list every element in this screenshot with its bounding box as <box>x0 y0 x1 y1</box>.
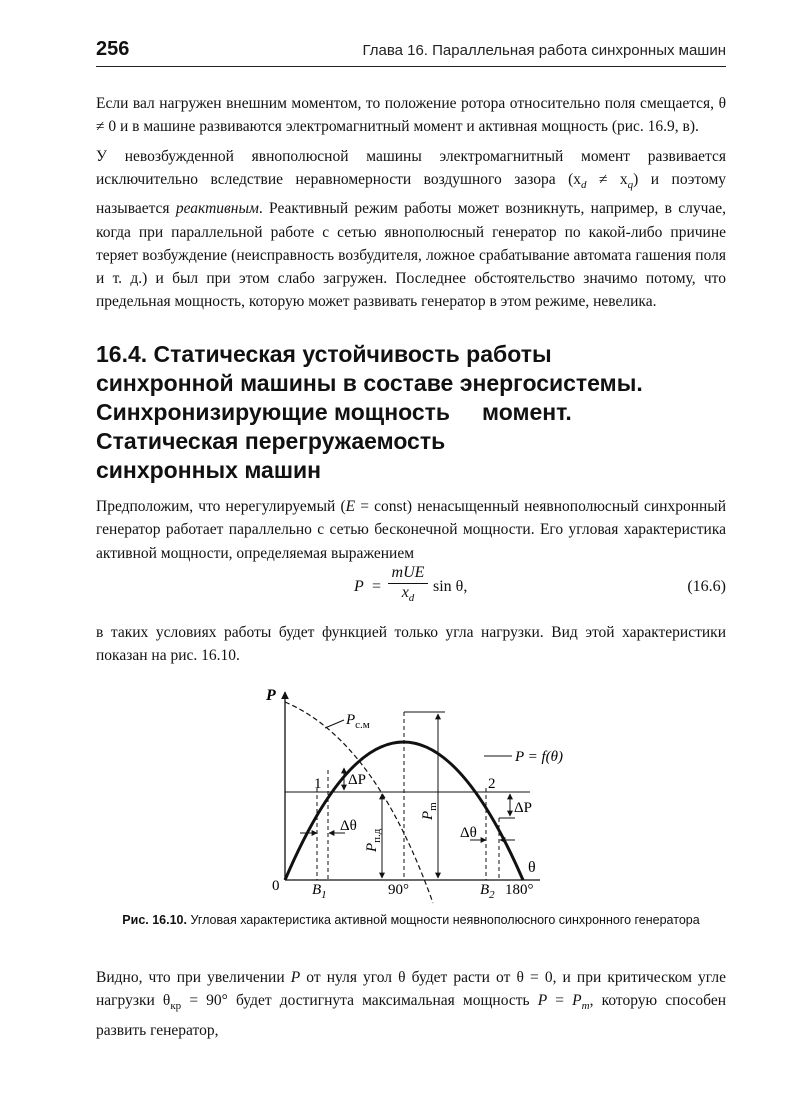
formula-16-6: P = mUE $x_d$ sin θ, (16.6) <box>354 564 726 605</box>
psm-label: $P_{с.м}$ <box>346 712 370 731</box>
figure-caption: Рис. 16.10. Угловая характеристика активной мощности неявнополюсного синхронного генератора <box>122 913 700 927</box>
body-text-2 <box>96 621 726 668</box>
page-number: 256 <box>96 38 130 60</box>
deg90-label: 90° <box>388 882 409 898</box>
power-angle-diagram <box>240 680 580 905</box>
page-header <box>96 38 726 67</box>
p-axis-label: P <box>266 687 276 704</box>
body-text-3 <box>96 966 726 1042</box>
paragraph-1: Если вал нагружен внешним моментом, то положение ротора относительно поля смещается, θ ≠ 0 и в машине развиваются электромагнитный момент и активная мощность (рис. 16.9, в). <box>96 95 726 136</box>
dtheta-left-label: Δθ <box>340 818 357 834</box>
section-title: 16.4. Статическая устойчивость работы синхронной машины в составе энергосистемы. Синхронизирующие мощность момент. Статическая перегружаемость синхронных машин <box>96 341 643 483</box>
dp-left-label: ΔP <box>348 772 366 788</box>
equation-number: (16.6) <box>687 578 726 595</box>
figure-16-10 <box>240 680 580 905</box>
paragraph-4: в таких условиях работы будет функцией только угла нагрузки. Вид этой характеристики показан на рис. 16.10. <box>96 624 726 665</box>
theta-axis-label: θ <box>528 859 536 876</box>
origin-label: 0 <box>272 878 280 894</box>
b1-label: $B_1$ <box>312 882 327 901</box>
paragraph-5: Видно, что при увеличении P от нуля угол θ будет расти от θ = 0, и при критическом угле нагрузки $\theta_{кр} = 90^\circ$ будет достигнута максимальная мощность $P = P_m$, которую способен развить генератор, <box>96 969 726 1039</box>
point-1-label: 1 <box>314 776 322 792</box>
dtheta-right-label: Δθ <box>460 825 477 841</box>
paragraph-2: У невозбужденной явнополюсной машины электромагнитный момент развивается исключительно вследствие неравномерности воздушного зазора $(x_d \ne x_q)$ и поэтому называется реактивным. Реактивный режим работы может возникнуть, например, в случае, когда при параллельной работе с сетью явнополюсный генератор по какой-либо причине теряет возбуждение (неисправность возбудителя, ложное срабатывание автомата гашения поля и т. д.) и был при этом слабо загружен. Последнее обстоятельство значимо потому, что предельная мощность, которую может развивать генератор в этом режиме, невелика. <box>96 147 727 311</box>
body-text-1 <box>96 495 726 565</box>
point-2-label: 2 <box>488 776 496 792</box>
paragraph-3: Предположим, что нерегулируемый (E = const) ненасыщенный неявнополюсный синхронный генератор работает параллельно с сетью бесконечной мощности. Его угловая характеристика активной мощности, определяемая выражением <box>96 498 726 562</box>
dp-right-label: ΔP <box>514 800 532 816</box>
b2-label: $B_2$ <box>480 882 495 901</box>
running-title: Глава 16. Параллельная работа синхронных машин <box>362 42 726 59</box>
ppd-label: $P_{п.д}$ <box>364 828 383 852</box>
curve-label: P = f(θ) <box>515 749 564 765</box>
intro-text <box>96 92 726 314</box>
pm-label: $P_m$ <box>420 802 439 820</box>
synchronizing-power-curve <box>285 702 433 903</box>
deg180-label: 180° <box>505 882 534 898</box>
